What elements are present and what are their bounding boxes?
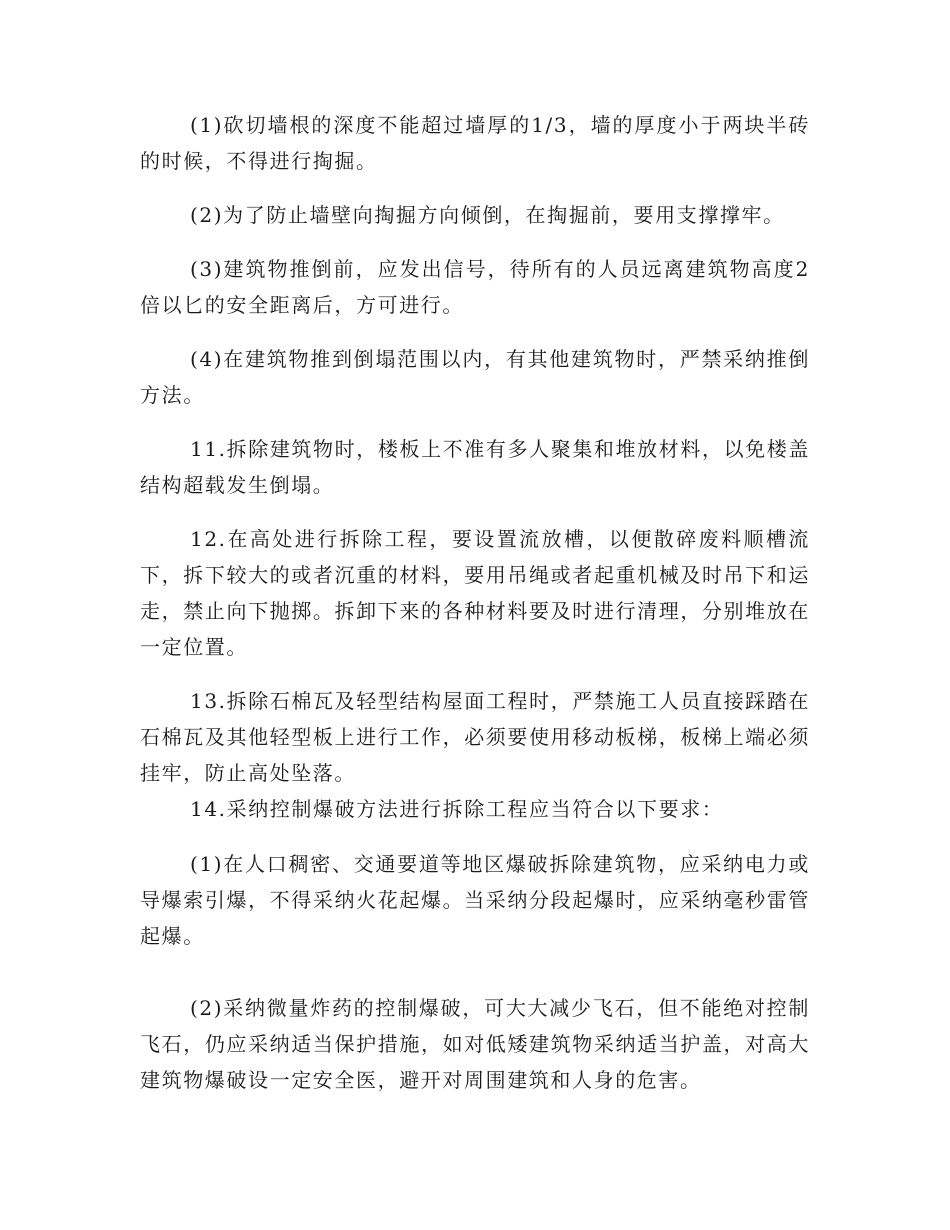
paragraph-sub-3-signal: (3)建筑物推倒前，应发出信号，待所有的人员远离建筑物高度2倍以匕的安全距离后，方可进行。 (140, 257, 810, 317)
paragraph-item-14: 14.采纳控制爆破方法进行拆除工程应当符合以下要求： (190, 797, 724, 821)
paragraph-sub-2-flyrock: (2)采纳微量炸药的控制爆破，可大大减少飞石，但不能绝对控制飞石，仍应采纳适当保护措施，如对低矮建筑物采纳适当护盖，对高大建筑物爆破设一定安全医，避开对周围建筑和人身的危害。 (140, 996, 810, 1092)
paragraph-item-12: 12.在高处进行拆除工程，要设置流放槽，以便散碎废料顺槽流下，拆下较大的或者沉重的材料，要用吊绳或者起重机械及时吊下和运走，禁止向下抛掷。拆卸下来的各种材料要及时进行清理，分别堆放在一定位置。 (140, 527, 810, 659)
paragraph-sub-2-support: (2)为了防止墙壁向掏掘方向倾倒，在掏掘前，要用支撑撑牢。 (190, 203, 785, 227)
paragraph-item-13: 13.拆除石棉瓦及轻型结构屋面工程时，严禁施工人员直接踩踏在石棉瓦及其他轻型板上进行工作，必须要使用移动板梯，板梯上端必须挂牢，防止高处坠落。 (140, 689, 810, 785)
paragraph-sub-1-blasting: (1)在人口稠密、交通要道等地区爆破拆除建筑物，应采纳电力或导爆索引爆，不得采纳火花起爆。当采纳分段起爆时，应采纳毫秒雷管起爆。 (140, 852, 810, 948)
paragraph-sub-4-collapse-range: (4)在建筑物推到倒塌范围以内，有其他建筑物时，严禁采纳推倒方法。 (140, 347, 810, 407)
paragraph-sub-1-wall-cutting: (1)砍切墙根的深度不能超过墙厚的1/3，墙的厚度小于两块半砖的时候，不得进行掏掘。 (140, 113, 810, 173)
paragraph-item-11: 11.拆除建筑物时，楼板上不准有多人聚集和堆放材料，以免楼盖结构超载发生倒塌。 (140, 437, 810, 497)
